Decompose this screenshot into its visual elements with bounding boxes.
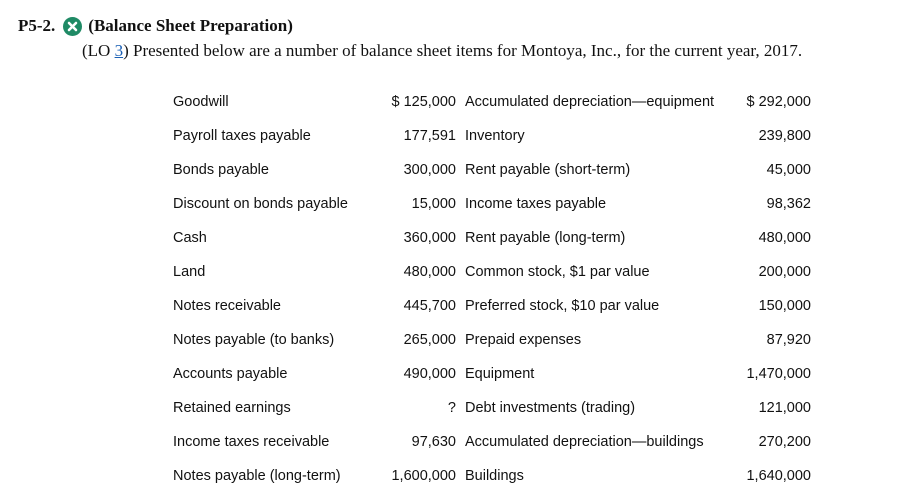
left-item-amount: 177,591 bbox=[403, 128, 456, 144]
table-row bbox=[166, 85, 811, 119]
left-item-label: Payroll taxes payable bbox=[173, 128, 311, 144]
table-row bbox=[166, 323, 811, 357]
problem-header bbox=[18, 14, 802, 62]
table-row bbox=[166, 187, 811, 221]
right-item-amount: 87,920 bbox=[766, 332, 811, 348]
left-item-amount: 15,000 bbox=[411, 196, 456, 212]
left-item-label: Land bbox=[173, 264, 206, 280]
left-item-label: Discount on bonds payable bbox=[173, 196, 348, 212]
table-row bbox=[166, 289, 811, 323]
left-item-label: Retained earnings bbox=[173, 400, 291, 416]
right-item-amount: $ 292,000 bbox=[746, 94, 811, 110]
right-item-amount: 98,362 bbox=[766, 196, 811, 212]
left-item-label: Notes receivable bbox=[173, 298, 281, 314]
x-mark-icon bbox=[67, 21, 78, 32]
right-item-label: Accumulated depreciation—equipment bbox=[465, 94, 715, 110]
left-item-label: Notes payable (to banks) bbox=[173, 332, 335, 348]
table-row bbox=[166, 119, 811, 153]
left-item-amount: 445,700 bbox=[403, 298, 456, 314]
problem-title-line bbox=[18, 14, 802, 38]
right-item-amount: 1,470,000 bbox=[746, 366, 811, 382]
intro-prefix: (LO bbox=[82, 41, 115, 60]
right-item-label: Preferred stock, $10 par value bbox=[465, 298, 660, 314]
left-item-amount: 480,000 bbox=[403, 264, 456, 280]
left-item-amount: 300,000 bbox=[403, 162, 456, 178]
right-item-amount: 200,000 bbox=[758, 264, 811, 280]
right-item-label: Equipment bbox=[465, 366, 535, 382]
right-item-label: Debt investments (trading) bbox=[465, 400, 636, 416]
left-item-amount: ? bbox=[447, 400, 456, 416]
close-circle-icon[interactable] bbox=[63, 17, 82, 36]
left-item-amount: 490,000 bbox=[403, 366, 456, 382]
left-item-label: Income taxes receivable bbox=[173, 434, 330, 450]
learning-objective-link[interactable]: 3 bbox=[114, 41, 124, 60]
left-item-label: Bonds payable bbox=[173, 162, 269, 178]
balance-sheet-items-table bbox=[166, 85, 811, 493]
left-item-label: Goodwill bbox=[173, 94, 229, 110]
right-item-amount: 480,000 bbox=[758, 230, 811, 246]
problem-title: (Balance Sheet Preparation) bbox=[88, 16, 293, 35]
table-row bbox=[166, 391, 811, 425]
right-item-label: Prepaid expenses bbox=[465, 332, 582, 348]
right-item-amount: 150,000 bbox=[758, 298, 811, 314]
right-item-amount: 1,640,000 bbox=[746, 468, 811, 484]
right-item-label: Common stock, $1 par value bbox=[465, 264, 650, 280]
intro-text: ) Presented below are a number of balance sheet items for Montoya, Inc., for the current year, 2017. bbox=[123, 41, 803, 60]
table-row bbox=[166, 357, 811, 391]
left-item-amount: 265,000 bbox=[403, 332, 456, 348]
table-row bbox=[166, 255, 811, 289]
right-item-label: Rent payable (short-term) bbox=[465, 162, 631, 178]
left-item-amount: 1,600,000 bbox=[391, 468, 456, 484]
right-item-amount: 239,800 bbox=[758, 128, 811, 144]
table-row bbox=[166, 153, 811, 187]
right-item-label: Buildings bbox=[465, 468, 524, 484]
table-row bbox=[166, 459, 811, 493]
right-item-label: Rent payable (long-term) bbox=[465, 230, 626, 246]
table-row bbox=[166, 221, 811, 255]
left-item-amount: 360,000 bbox=[403, 230, 456, 246]
problem-number: P5-2. bbox=[18, 16, 56, 35]
problem-intro bbox=[82, 40, 802, 62]
right-item-amount: 45,000 bbox=[766, 162, 811, 178]
left-item-amount: 97,630 bbox=[411, 434, 456, 450]
right-item-label: Inventory bbox=[465, 128, 525, 144]
right-item-label: Income taxes payable bbox=[465, 196, 607, 212]
right-item-amount: 121,000 bbox=[758, 400, 811, 416]
table-row bbox=[166, 425, 811, 459]
left-item-amount: $ 125,000 bbox=[391, 94, 456, 110]
right-item-amount: 270,200 bbox=[758, 434, 811, 450]
left-item-label: Accounts payable bbox=[173, 366, 288, 382]
left-item-label: Cash bbox=[173, 230, 207, 246]
right-item-label: Accumulated depreciation—buildings bbox=[465, 434, 704, 450]
left-item-label: Notes payable (long-term) bbox=[173, 468, 341, 484]
